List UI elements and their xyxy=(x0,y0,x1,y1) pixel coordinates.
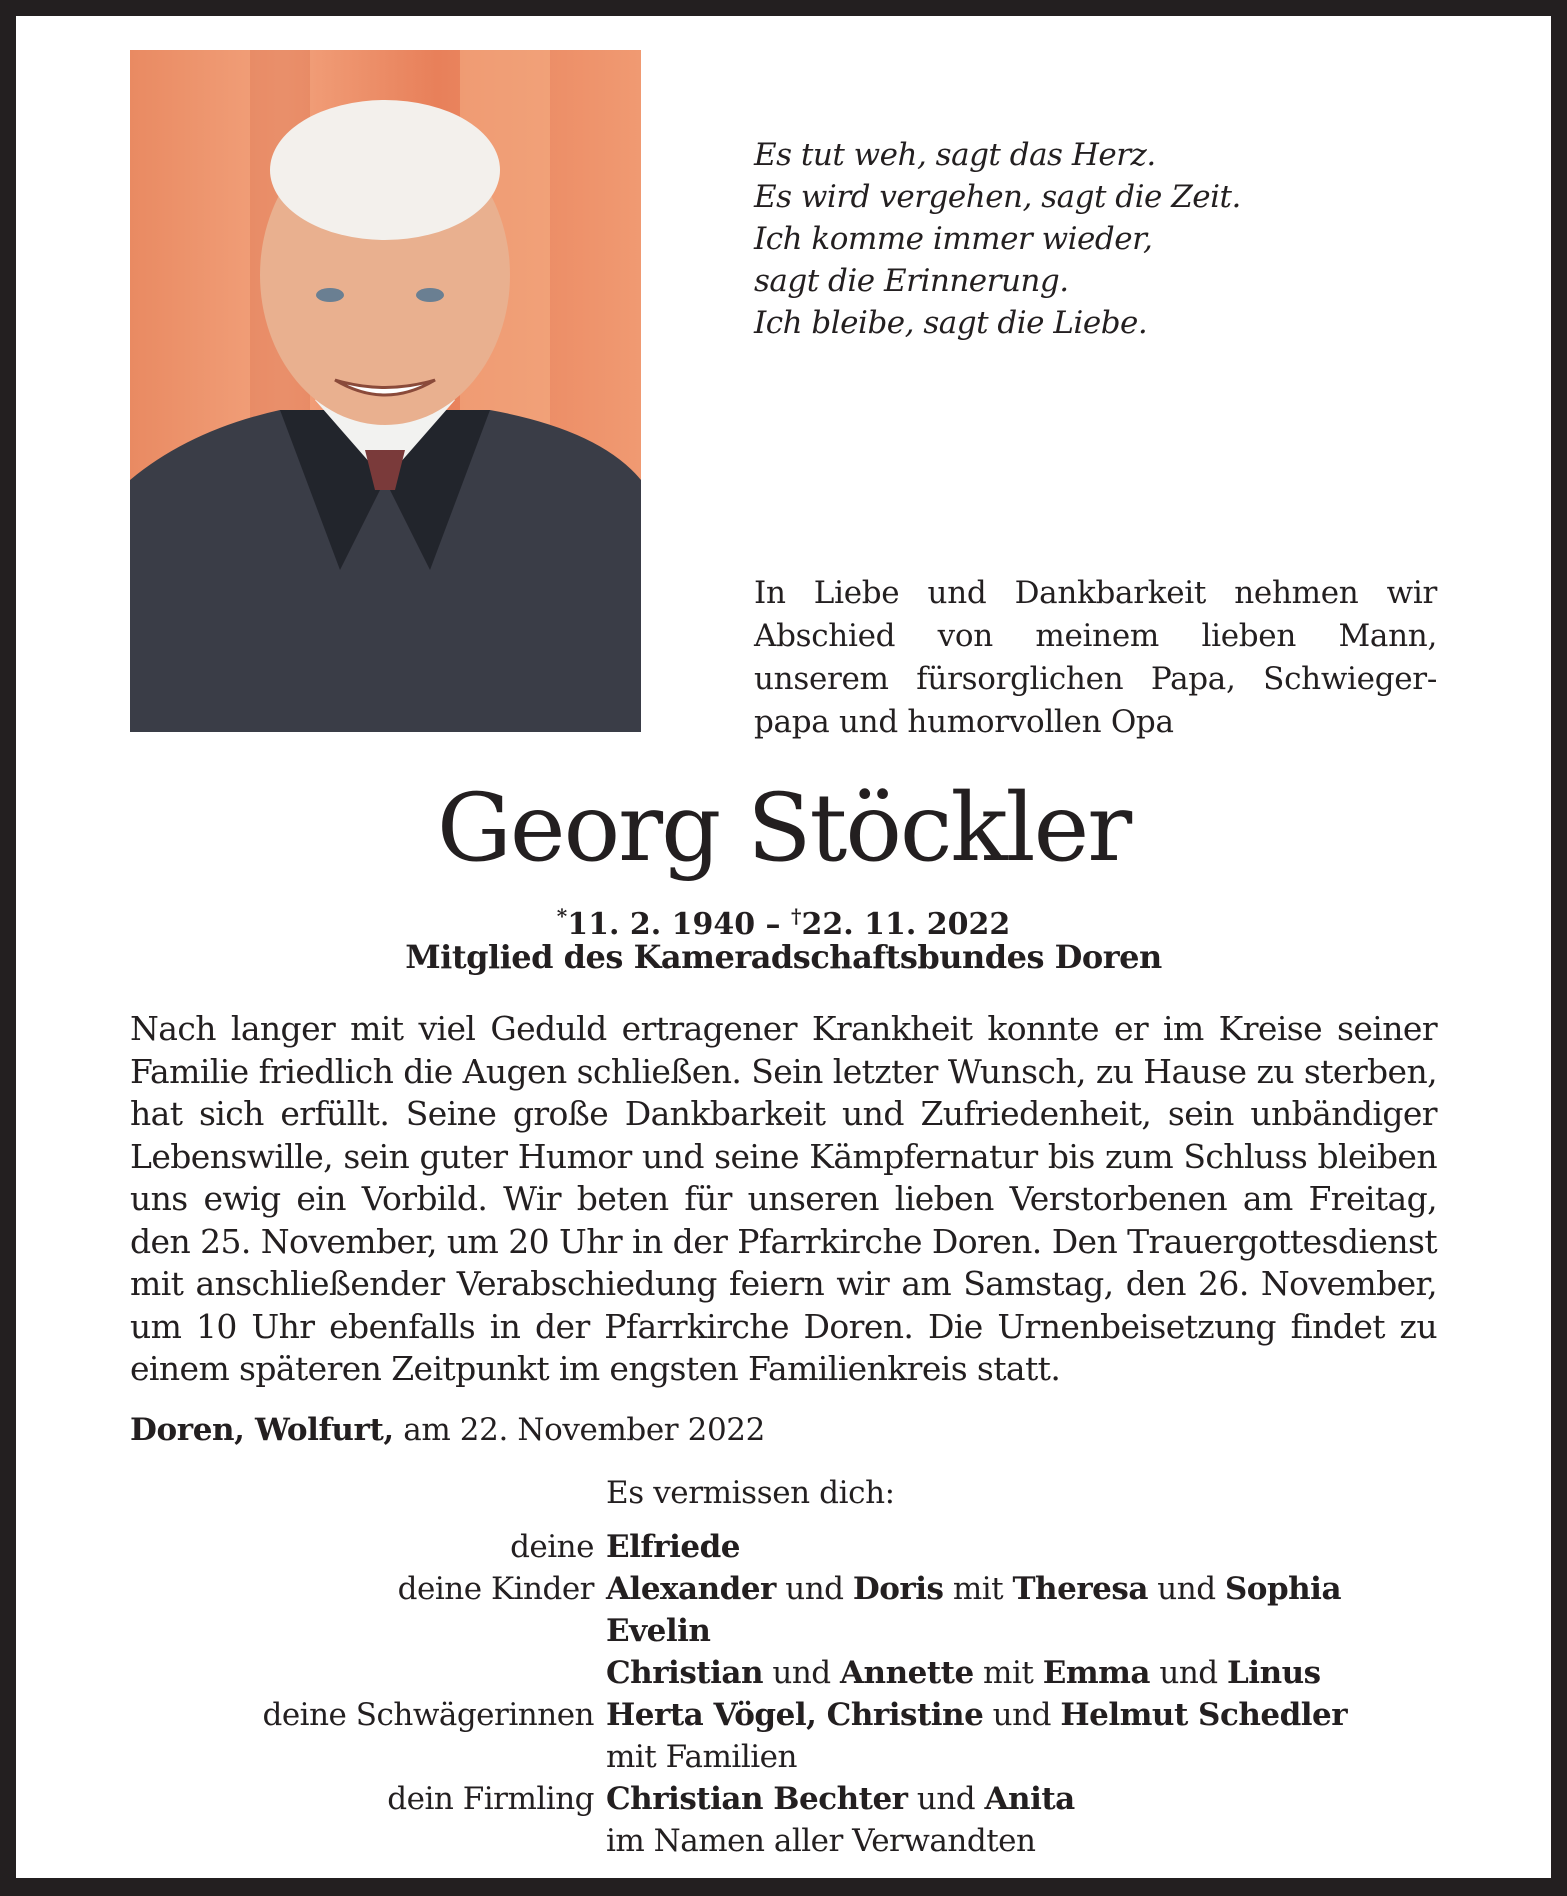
connector-text: und xyxy=(907,1781,985,1817)
mourner-relation xyxy=(116,1820,606,1862)
poem-line: Es tut weh, sagt das Herz. xyxy=(754,137,1156,173)
intro-text: In Liebe und Dankbarkeit nehmen wir Abschied von meinem lieben Mann, unserem fürsorglichen Papa, Schwieger-papa und humorvollen Opa xyxy=(754,575,1437,740)
body-text: Nach langer mit viel Geduld ertragener Krankheit konnte er im Kreise seiner Familie friedlich die Augen schließen. Sein letzter Wunsch, zu Hause zu sterben, hat sich erfüllt. Seine große Dankbarkeit und Zufriedenheit, sein unbändiger Lebenswille, sein guter Humor und seine Kämpfernatur bis zum Schluss bleiben uns ewig ein Vorbild. Wir beten für unseren lieben Verstorbenen am Freitag, den 25. November, um 20 Uhr in der Pfarrkirche Doren. Den Trauergottesdienst mit anschließender Verabschiedung feiern wir am Samstag, den 26. November, um 10 Uhr ebenfalls in der Pfarrkirche Doren. Die Urnenbeisetzung findet zu einem späteren Zeitpunkt im engsten Familienkreis statt. xyxy=(130,1009,1437,1388)
mourner-name: Theresa xyxy=(1012,1571,1148,1607)
mourner-name: Sophia xyxy=(1224,1571,1342,1607)
connector-text: mit xyxy=(973,1655,1043,1691)
place-names: Doren, Wolfurt, xyxy=(130,1412,394,1448)
portrait-photo xyxy=(130,50,641,732)
mourner-row xyxy=(116,1652,1347,1694)
poem-line: Es wird vergehen, sagt die Zeit. xyxy=(754,179,1241,215)
mourner-row xyxy=(116,1736,1347,1778)
mourner-name: Annette xyxy=(839,1655,974,1691)
miss-heading: Es vermissen dich: xyxy=(606,1475,895,1511)
connector-text: und xyxy=(983,1697,1061,1733)
mourner-relation xyxy=(116,1610,606,1652)
mourner-relation: deine Schwägerinnen xyxy=(262,1697,594,1733)
mourner-name: Doris xyxy=(852,1571,944,1607)
death-date: 22. 11. 2022 xyxy=(801,907,1011,942)
birth-date: 11. 2. 1940 xyxy=(567,907,756,942)
mourner-name: Emma xyxy=(1042,1655,1151,1691)
mourner-row xyxy=(116,1610,1347,1652)
poem-line: Ich bleibe, sagt die Liebe. xyxy=(754,305,1148,341)
deceased-name: Georg Stöckler xyxy=(436,774,1131,883)
mourner-row xyxy=(116,1526,1347,1568)
mourner-names xyxy=(606,1526,740,1568)
birth-symbol: * xyxy=(556,904,568,928)
portrait-illustration xyxy=(130,50,641,732)
mourner-relation: dein Firmling xyxy=(387,1781,594,1817)
connector-text: mit Familien xyxy=(606,1739,797,1775)
mourner-row xyxy=(116,1568,1347,1610)
connector-text: und xyxy=(775,1571,853,1607)
mourner-names xyxy=(606,1694,1347,1736)
mourner-name: Evelin xyxy=(606,1613,711,1649)
connector-text: und xyxy=(1150,1655,1227,1691)
mourner-names xyxy=(606,1652,1321,1694)
poem-line: Ich komme immer wieder, xyxy=(754,221,1153,257)
mourner-name: Elfriede xyxy=(606,1529,740,1565)
date-dash: – xyxy=(755,907,791,942)
connector-text: im Namen aller Verwandten xyxy=(606,1823,1036,1859)
mourner-name: Alexander xyxy=(606,1571,776,1607)
mourner-relation: deine Kinder xyxy=(397,1571,594,1607)
obituary-page xyxy=(16,16,1551,1878)
mourner-relation: deine xyxy=(510,1529,594,1565)
connector-text: und xyxy=(763,1655,840,1691)
poem-line: sagt die Erinnerung. xyxy=(754,263,1069,299)
place-date-text: am 22. November 2022 xyxy=(393,1412,765,1448)
mourner-row xyxy=(116,1694,1347,1736)
mourner-name: Anita xyxy=(984,1781,1075,1817)
mourner-row xyxy=(116,1820,1347,1862)
connector-text: mit xyxy=(943,1571,1013,1607)
mourner-names xyxy=(606,1568,1341,1610)
mourner-name: Linus xyxy=(1227,1655,1321,1691)
mourner-name: Herta Vögel, Christine xyxy=(606,1697,984,1733)
mourner-name: Christian Bechter xyxy=(606,1781,908,1817)
mourner-name: Helmut Schedler xyxy=(1060,1697,1348,1733)
mourner-names xyxy=(606,1778,1075,1820)
membership: Mitglied des Kameradschaftsbundes Doren xyxy=(405,938,1162,976)
mourner-name: Christian xyxy=(606,1655,763,1691)
death-symbol: † xyxy=(791,904,802,928)
place-date xyxy=(130,1409,765,1451)
mourner-row xyxy=(116,1778,1347,1820)
mourner-names xyxy=(606,1820,1035,1862)
mourner-relation xyxy=(116,1652,606,1694)
mourner-names xyxy=(606,1736,797,1778)
mourners-list xyxy=(116,1526,1347,1862)
mourner-relation xyxy=(116,1736,606,1778)
mourner-names xyxy=(606,1610,710,1652)
poem xyxy=(754,134,1241,344)
connector-text: und xyxy=(1147,1571,1225,1607)
